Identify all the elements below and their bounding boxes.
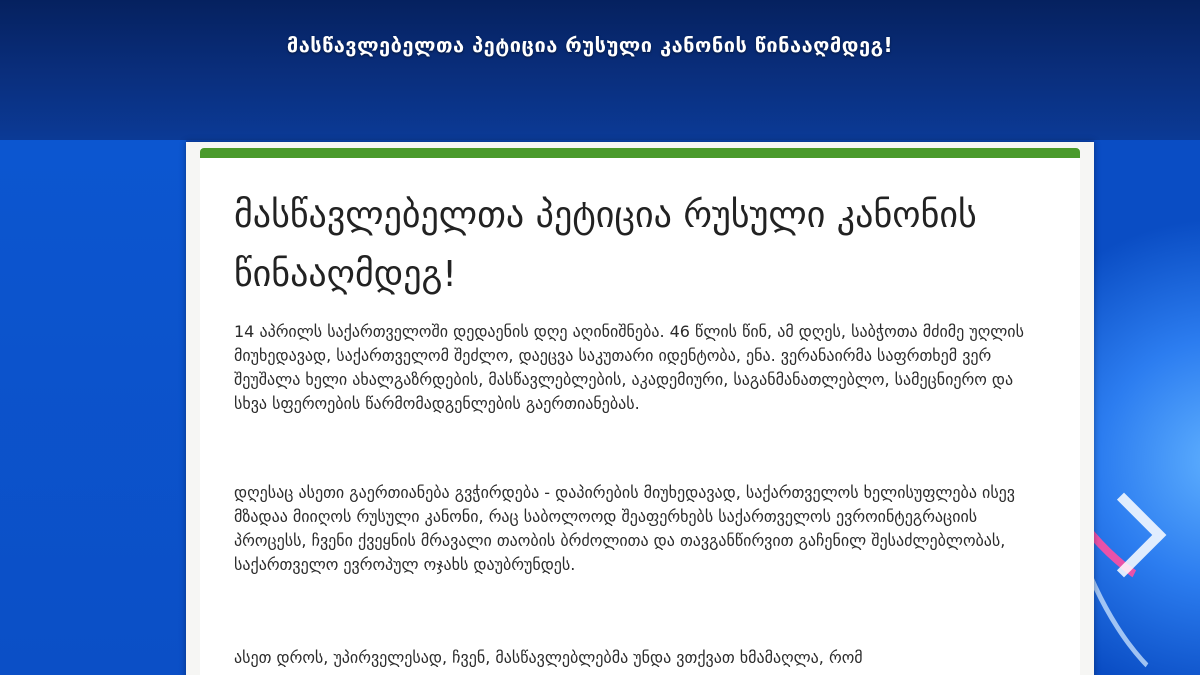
petition-paragraph: 14 აპრილს საქართველოში დედაენის დღე აღინიშნება. 46 წლის წინ, ამ დღეს, საბჭოთა მძიმე უღლის მიუხედავად, საქართველომ შეძლო, დაეცვა საკუთარი იდენტობა, ენა. ვერანაირმა საფრთხემ ვერ შეუშალა ხელი ახალგაზრდების, მასწავლებლების, აკადემიური, საგანმანათლებლო, სამეცნიერო და სხვა სფეროების წარმომადგენლების გაერთიანებას. <box>234 322 1024 413</box>
petition-paragraph: დღესაც ასეთი გაერთიანება გვჭირდება - დაპირების მიუხედავად, საქართველოს ხელისუფლება ისევ მზადაა მიიღოს რუსული კანონი, რაც საბოლოოდ შეაფერხებს საქართველოს ევროინტეგრაციის პროცესს, ჩვენი ქვეყნის მრავალი თაობის ბრძოლითა და თავგანწირვით გაჩენილ შესაძლებლობას, საქართველო ევროპულ ოჯახს დაუბრუნდეს. <box>234 483 1016 574</box>
broadcast-headline: მასწავლებელთა პეტიცია რუსული კანონის წინააღმდეგ! <box>286 33 894 57</box>
petition-card <box>200 148 1080 675</box>
decorative-arc <box>1094 161 1200 675</box>
headline-bar <box>0 0 1200 140</box>
accent-bar <box>200 148 1080 158</box>
petition-paragraph: ასეთ დროს, უპირველესად, ჩვენ, მასწავლებლებმა უნდა ვთქვათ ხმამაღლა, რომ <box>234 648 863 667</box>
petition-page <box>186 142 1094 675</box>
studio-background-right <box>1094 140 1200 675</box>
petition-title: მასწავლებელთა პეტიცია რუსული კანონის წინააღმდეგ! <box>234 195 977 295</box>
studio-background-left <box>0 140 186 675</box>
